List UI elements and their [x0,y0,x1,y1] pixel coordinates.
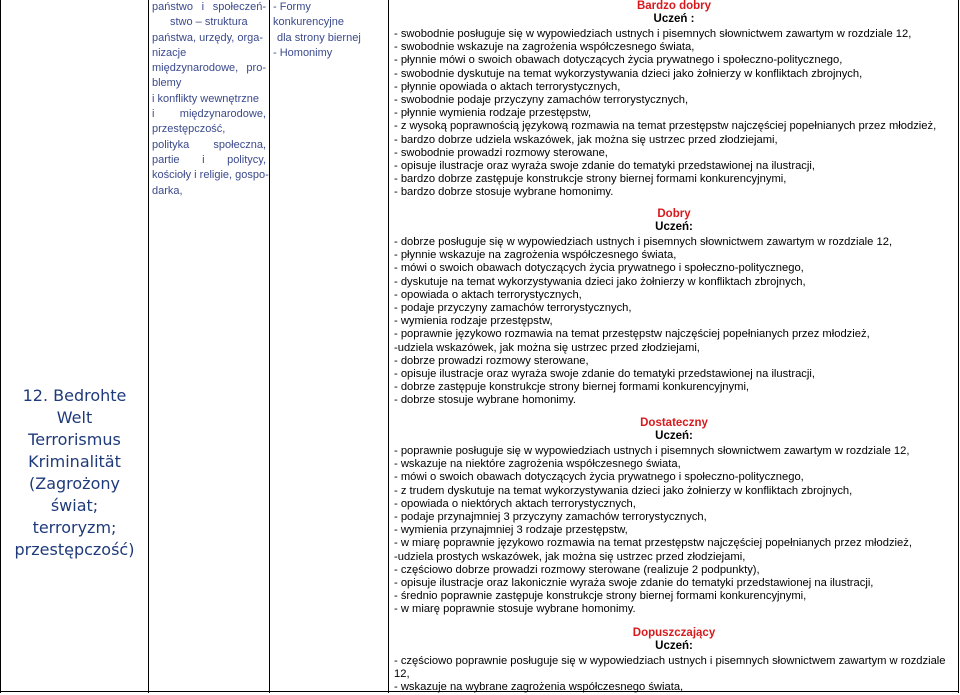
student-label: Uczeń : [653,13,695,25]
list-item: -udziela prostych wskazówek, jak można się ustrzec przed złodziejami, [394,550,746,563]
list-item: - swobodnie posługuje się w wypowiedziach ustnych i pisemnych słownictwem zawartym w rozdziale 12, [394,28,912,40]
requirement-list [394,234,954,408]
grade-section-sufficient [394,627,954,695]
table-divider-1 [148,0,149,693]
list-item: - w miarę poprawnie stosuje wybrane homonimy. [394,603,636,616]
themes-line: darka, [152,184,183,197]
list-item: - dobrze posługuje się w wypowiedziach ustnych i pisemnych słownictwem zawartym w rozdziale 12, [394,236,893,248]
topic-line: Terrorismus [28,430,121,449]
grammar-cell [273,0,383,61]
list-item: - opisuje ilustracje oraz lakonicznie wyraża swoje zdanie do tematyki przedstawionej na ilustracji, [394,577,874,590]
grade-section-satisfactory [394,417,954,617]
list-item: - wskazuje na niektóre zagrożenia współczesnego świata, [394,458,681,471]
student-label: Uczeń: [655,640,693,652]
list-item: - płynnie opowiada o aktach terrorystycznych, [394,80,621,93]
topic-line: Kriminalität [28,452,121,471]
grade-heading: Dopuszczający [632,627,716,639]
list-item: - z wysoką poprawnością językową rozmawia na temat przestępstw najczęściej popełnianych przez młodzież, [394,120,937,133]
list-item: - wymienia rodzaje przestępstw, [394,315,553,328]
themes-line: i konflikty wewnętrzne [152,92,259,105]
list-item: - płynnie wymienia rodzaje przestępstw, [394,107,592,120]
student-label: Uczeń: [655,221,693,233]
list-item: - bardzo dobrze zastępuje konstrukcje strony biernej formami konkurencyjnymi, [394,173,787,186]
list-item: - z trudem dyskutuje na temat wykorzystywania dzieci jako żołnierzy w konfliktach zbrojnych, [394,484,853,497]
topic-cell [0,0,147,693]
list-item: - częściowo poprawnie posługuje się w wypowiedziach ustnych i pisemnych słownictwem zawartym w rozdziale 12, [394,655,946,681]
list-item: - płynnie wskazuje na zagrożenia współczesnego świata, [394,249,677,262]
grammar-line: - Homonimy [273,46,333,59]
list-item: - dobrze zastępuje konstrukcje strony biernej formami konkurencyjnymi, [394,381,750,394]
list-item: - podaje przyczyny zamachów terrorystycznych, [394,302,632,315]
list-item: - dobrze prowadzi rozmowy sterowane, [394,354,589,367]
list-item: - opisuje ilustracje oraz wyraża swoje zdanie do tematyki przedstawionej na ilustracji, [394,368,815,381]
student-label: Uczeń: [655,430,693,442]
list-item: - podaje przynajmniej 3 przyczyny zamachów terrorystycznych, [394,511,707,524]
grade-section-very-good [394,0,954,200]
list-item: - bardzo dobrze udziela wskazówek, jak można się ustrzec przed złodziejami, [394,133,778,146]
themes-line: przestępczość, [152,123,226,136]
topic-line: terroryzm; [32,518,117,537]
themes-line: blemy [152,77,182,90]
topic-line: 12. Bedrohte Welt [22,386,127,427]
themes-line: międzynarodowe, pro- [152,62,266,75]
themes-line: kościoły i religie, gospo- [152,169,269,182]
grade-section-good [394,208,954,408]
list-item: - płynnie mówi o swoich obawach dotyczących życia prywatnego i społeczno-politycznego, [394,54,843,67]
topic-line: przestępczość) [14,540,135,559]
grammar-line: - Formy konkurencyjne [273,1,344,29]
themes-line: i międzynarodowe, [152,108,266,121]
themes-line: państwa, urzędy, orga- [152,31,264,44]
list-item: - swobodnie dyskutuje na temat wykorzystywania dzieci jako żołnierzy w konfliktach zbrojnych, [394,67,863,80]
list-item: - w miarę poprawnie językowo rozmawia na temat przestępstw najczęściej popełnianych przez młodzież, [394,537,912,550]
grade-heading: Dostateczny [640,417,708,429]
list-item: - mówi o swoich obawach dotyczących życia prywatnego i społeczno-politycznego, [394,262,804,275]
list-item: - opowiada o aktach terrorystycznych, [394,288,582,301]
requirement-list [394,443,954,617]
requirement-list [394,26,954,200]
list-item: - swobodnie podaje przyczyny zamachów terrorystycznych, [394,94,689,107]
list-item: -udziela wskazówek, jak można się ustrzec przed złodziejami, [394,341,700,354]
list-item: - poprawnie językowo rozmawia na temat przestępstw najczęściej popełnianych przez młodzież, [394,328,870,341]
themes-line: nizacje [152,46,187,59]
themes-line: państwo i społeczeń- [152,1,266,13]
list-item: - średnio poprawnie zastępuje konstrukcje strony biernej formami konkurencyjnymi, [394,590,807,603]
topic-title [4,385,145,561]
list-item: - swobodnie prowadzi rozmowy sterowane, [394,146,608,159]
themes-line: partie i politycy, [152,153,266,166]
list-item: - opowiada o niektórych aktach terrorystycznych, [394,497,636,510]
list-item: - dobrze stosuje wybrane homonimy. [394,394,576,407]
requirement-list [394,653,954,695]
grade-heading: Bardzo dobry [636,0,712,12]
list-item: - bardzo dobrze stosuje wybrane homonimy. [394,186,614,199]
themes-line: stwo – struktura [170,16,248,29]
topic-line: (Zagrożony świat; [29,474,120,515]
table-divider-2 [269,0,270,693]
themes-line: polityka społeczna, [152,138,266,151]
grammar-line: dla strony biernej [277,31,361,44]
list-item: - częściowo dobrze prowadzi rozmowy sterowane (realizuje 2 podpunkty), [394,563,760,576]
grade-heading: Dobry [657,208,691,220]
table-border-right [958,0,959,693]
list-item: - poprawnie posługuje się w wypowiedziach ustnych i pisemnych słownictwem zawartym w rozdziale 12, [394,445,910,457]
list-item: - wskazuje na wybrane zagrożenia współczesnego świata, [394,681,684,694]
list-item: - swobodnie wskazuje na zagrożenia współczesnego świata, [394,41,695,54]
list-item: - wymienia przynajmniej 3 rodzaje przestępstw, [394,524,628,537]
themes-cell [152,0,269,199]
table-divider-3 [388,0,389,693]
list-item: - mówi o swoich obawach dotyczących życia prywatnego i społeczno-politycznego, [394,471,804,484]
list-item: - dyskutuje na temat wykorzystywania dzieci jako żołnierzy w konfliktach zbrojnych, [394,275,806,288]
list-item: - opisuje ilustracje oraz wyraża swoje zdanie do tematyki przedstawionej na ilustracji, [394,160,815,173]
